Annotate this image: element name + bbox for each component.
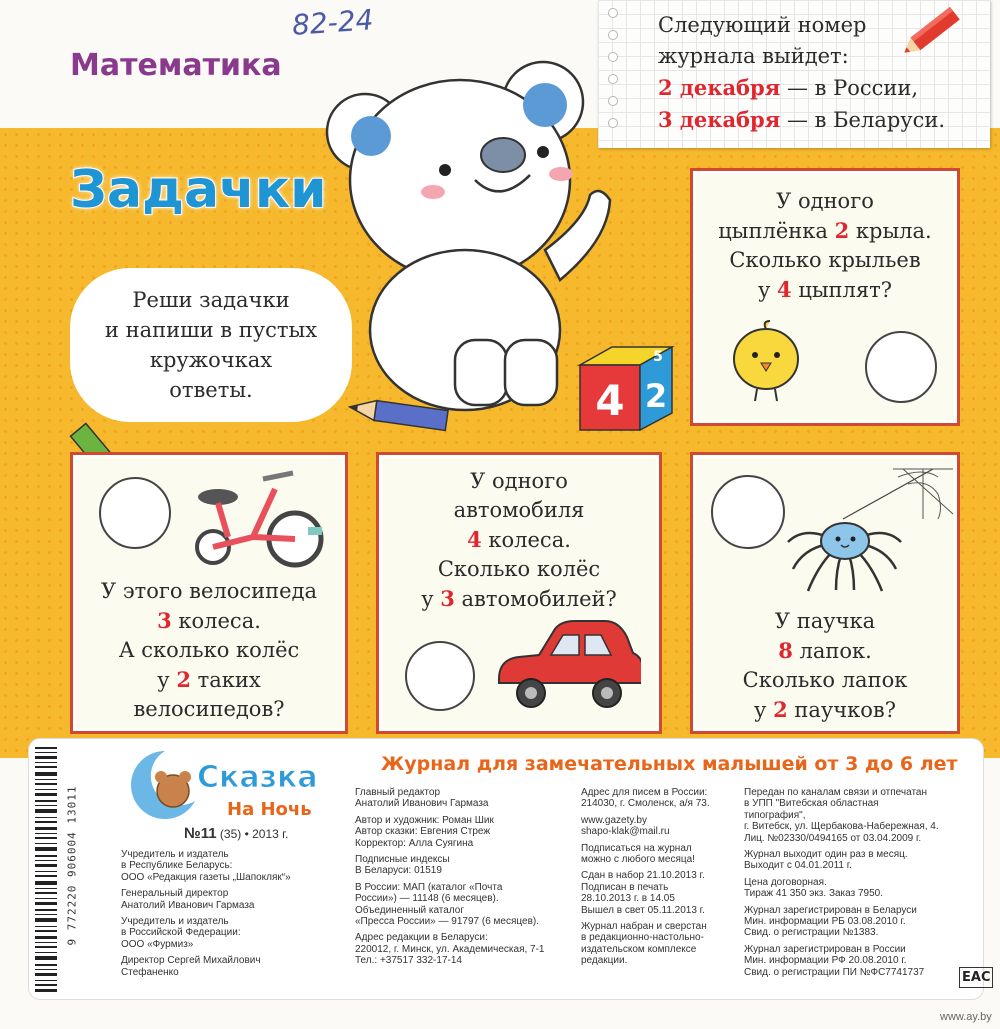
watermark: www.ay.by	[940, 1011, 992, 1023]
imprint-line: России») — 11148 (6 месяцев).	[355, 893, 499, 905]
imprint-line: Анатолий Иванович Гармаза	[121, 899, 255, 911]
chick-number-chicks: 4	[777, 277, 792, 302]
tagline: Журнал для замечательных малышей от 3 до 6 лет	[381, 753, 958, 775]
chick-line2-start: цыплёнка	[718, 219, 835, 243]
bike-number-wheels: 3	[157, 608, 172, 633]
chick-icon	[721, 319, 811, 404]
imprint-line: в редакционно-настольно-	[581, 932, 704, 944]
instruction-line4: ответы.	[169, 378, 253, 402]
imprint-line: Тираж 41 350 экз. Заказ 7950.	[744, 888, 883, 900]
imprint-line: в Российской Федерации:	[121, 927, 241, 939]
imprint-col2	[355, 787, 585, 967]
imprint-line: Свид. о регистрации ПИ №ФС7741737	[744, 966, 925, 978]
bike-line4-start: у	[157, 668, 177, 692]
logo-word1: Сказка	[197, 760, 318, 795]
instruction-line2: и напиши в пустых	[104, 318, 318, 342]
imprint-line: Объединенный каталог	[355, 904, 464, 916]
task-card-car	[376, 452, 662, 734]
red-pencil-icon	[898, 0, 970, 64]
imprint-line: Передан по каналам связи и отпечатан	[744, 787, 927, 798]
imprint-line: Вышел в свет 05.11.2013 г.	[581, 904, 705, 916]
car-line1: У одного	[470, 469, 568, 493]
imprint-line: Главный редактор	[355, 787, 441, 798]
belarus-date: 3 декабря	[658, 107, 781, 132]
imprint-line: Директор Сергей Михайлович	[121, 955, 261, 967]
number-cube	[572, 335, 677, 435]
spider-line1: У паучка	[774, 609, 876, 633]
imprint-col1	[121, 849, 351, 978]
spider-number-legs: 8	[778, 638, 793, 663]
eac-mark: EAC	[959, 967, 993, 988]
car-line5-start: у	[421, 587, 441, 611]
chick-line1: У одного	[776, 189, 874, 213]
spider-line3: Сколько лапок	[742, 668, 908, 692]
handwritten-note: 82-24	[290, 3, 375, 42]
red-car-icon	[491, 617, 641, 717]
task-card-bike	[70, 452, 348, 734]
imprint-panel	[28, 738, 991, 1000]
cube-face-top: 5	[653, 349, 663, 365]
imprint-line: 214030, г. Смоленск, а/я 73.	[581, 798, 710, 810]
answer-circle-car[interactable]	[405, 641, 475, 711]
car-line3-end: колеса.	[481, 528, 571, 552]
imprint-line: Выходит с 04.01.2011 г.	[744, 860, 852, 872]
next-issue-line1: Следующий номер	[658, 13, 867, 37]
imprint-line: Анатолий Иванович Гармаза	[355, 798, 489, 810]
issue-rest: (35) • 2013 г.	[216, 827, 289, 841]
cube-face-right: 2	[644, 377, 668, 415]
imprint-line: shapo-klak@mail.ru	[581, 826, 670, 838]
chick-task-text	[693, 187, 957, 305]
answer-circle-chick[interactable]	[865, 331, 937, 403]
imprint-line: г. Витебск, ул. Щербакова-Набережная, 4.	[744, 821, 939, 833]
bike-task-text	[73, 577, 345, 724]
imprint-line: Мин. информации РФ 20.08.2010 г.	[744, 955, 907, 967]
spider-line4-start: у	[754, 698, 774, 722]
imprint-line: в Республике Беларусь:	[121, 860, 233, 872]
bike-line1: У этого велосипеда	[100, 579, 318, 603]
imprint-line: издательском комплексе	[581, 943, 697, 955]
barcode-icon	[35, 747, 57, 1007]
tricycle-icon	[183, 459, 333, 569]
imprint-col3	[581, 787, 741, 967]
imprint-line: Тел.: +37517 332-17-14	[355, 955, 462, 967]
car-line4: Сколько колёс	[437, 557, 601, 581]
barcode-digits: 9 772220 906004 13011	[65, 785, 79, 946]
skazka-logo	[125, 741, 325, 825]
imprint-line: Подписаться на журнал	[581, 842, 692, 854]
imprint-line: типография",	[744, 809, 806, 821]
imprint-line: Адрес редакции в Беларуси:	[355, 932, 488, 944]
imprint-line: www.gazety.by	[581, 814, 647, 826]
imprint-line: Свид. о регистрации №1383.	[744, 927, 879, 939]
next-issue-line2: журнала выйдет:	[658, 44, 849, 68]
car-number-cars: 3	[440, 586, 455, 611]
imprint-line: Мин. информации РБ 03.08.2010 г.	[744, 916, 906, 928]
russia-rest: — в России,	[786, 76, 919, 100]
imprint-line: Журнал зарегистрирован в России	[744, 943, 906, 955]
chick-line3: Сколько крыльев	[729, 248, 921, 272]
car-line5-end: автомобилей?	[454, 587, 617, 611]
imprint-line: редакции.	[581, 955, 628, 967]
imprint-line: 220012, г. Минск, ул. Академическая, 7-1	[355, 943, 545, 955]
imprint-line: Учредитель и издатель	[121, 916, 229, 928]
imprint-line: Генеральный директор	[121, 888, 229, 900]
russia-date: 2 декабря	[658, 75, 781, 100]
chick-line4-start: у	[757, 278, 778, 302]
instruction-bubble	[70, 268, 352, 422]
imprint-line: 28.10.2013 г. в 14.05	[581, 893, 675, 905]
imprint-line: Автор сказки: Евгения Стреж	[355, 826, 491, 838]
instruction-line1: Реши задачки	[132, 288, 290, 312]
issue-no: №11	[184, 825, 217, 842]
cube-face-front: 4	[595, 376, 625, 425]
car-number-wheels: 4	[467, 527, 482, 552]
bike-line2-end: колеса.	[171, 609, 261, 633]
imprint-line: ООО «Фурмиз»	[121, 938, 194, 950]
task-card-spider	[690, 452, 960, 734]
spider-line2-end: лапок.	[792, 639, 872, 663]
subject-label: Математика	[70, 48, 282, 83]
belarus-rest: — в Беларуси.	[786, 108, 946, 132]
chick-number-wings: 2	[834, 218, 850, 243]
chick-line2-end: крыла.	[849, 219, 932, 243]
imprint-line: Подписные индексы	[355, 854, 450, 866]
imprint-line: можно с любого месяца!	[581, 854, 695, 866]
answer-circle-spider[interactable]	[711, 475, 785, 549]
imprint-line: Лиц. №02330/0494165 от 03.04.2009 г.	[744, 832, 922, 844]
imprint-line: ООО «Редакция газеты „Шапокляк“»	[121, 871, 291, 883]
imprint-line: Журнал выходит один раз в месяц.	[744, 849, 908, 861]
imprint-line: Стефаненко	[121, 966, 179, 978]
car-line2: автомобиля	[453, 498, 585, 522]
spider-task-text	[693, 607, 957, 725]
imprint-line: В Беларуси: 01519	[355, 865, 442, 877]
car-task-text	[379, 467, 659, 614]
page-title: Задачки	[70, 160, 327, 220]
bike-line3: А сколько колёс	[118, 638, 300, 662]
issue-number	[184, 825, 288, 842]
imprint-line: «Пресса России» — 91797 (6 месяцев).	[355, 916, 539, 928]
imprint-line: Цена договорная.	[744, 876, 827, 888]
task-card-chick	[690, 168, 960, 426]
spider-icon	[783, 459, 958, 609]
imprint-line: Журнал набран и сверстан	[581, 921, 707, 933]
answer-circle-bike[interactable]	[99, 477, 171, 549]
imprint-line: Подписан в печать	[581, 881, 669, 893]
imprint-line: Адрес для писем в России:	[581, 787, 708, 798]
imprint-line: Журнал зарегистрирован в Беларуси	[744, 904, 917, 916]
imprint-line: В России: МАП (каталог «Почта	[355, 881, 503, 893]
chick-line4-end: цыплят?	[791, 278, 892, 302]
imprint-line: Автор и художник: Роман Шик	[355, 814, 494, 826]
bike-line5: велосипедов?	[133, 697, 285, 721]
bike-number-bikes: 2	[176, 667, 191, 692]
spider-line4-end: паучков?	[787, 698, 896, 722]
instruction-line3: кружочках	[149, 348, 273, 372]
spider-number-spiders: 2	[773, 697, 788, 722]
imprint-line: Сдан в набор 21.10.2013 г.	[581, 870, 705, 882]
blue-pencil-icon	[345, 390, 455, 440]
imprint-col4	[744, 787, 980, 978]
imprint-line: Учредитель и издатель	[121, 849, 229, 860]
imprint-line: Корректор: Алла Суягина	[355, 837, 474, 849]
logo-word2: На Ночь	[227, 799, 312, 820]
imprint-line: в УПП "Витебская областная	[744, 798, 879, 810]
bike-line4-end: таких	[190, 668, 261, 692]
